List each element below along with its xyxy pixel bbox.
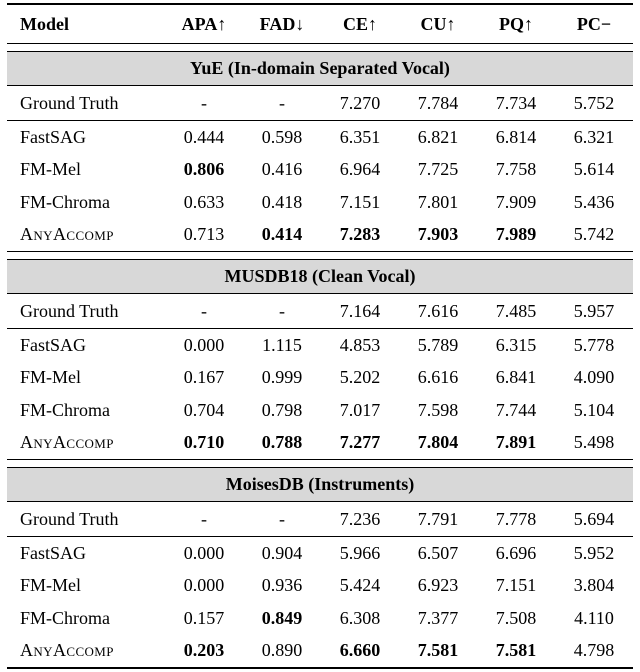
metric-value: 7.277 — [339, 432, 381, 453]
metric-value: 7.283 — [339, 224, 381, 245]
metric-value: 7.734 — [495, 92, 537, 113]
metric-value: 7.989 — [495, 224, 537, 245]
metric-value: 0.710 — [183, 432, 225, 453]
metric-value: 3.804 — [573, 575, 615, 596]
metric-value: 5.614 — [573, 159, 615, 180]
metric-value: 6.923 — [417, 575, 459, 596]
table-header-row — [7, 5, 633, 44]
model-name: FM-Chroma — [20, 399, 110, 420]
metric-value: 4.798 — [573, 640, 615, 661]
metric-value: 1.115 — [262, 334, 302, 355]
model-name: FM-Mel — [20, 159, 82, 180]
metric-value: 5.952 — [573, 542, 615, 563]
metric-value: 0.999 — [261, 367, 303, 388]
metric-value: 0.000 — [183, 575, 225, 596]
table-section — [7, 51, 633, 252]
metric-value: 0.414 — [261, 224, 303, 245]
metric-value: 0.849 — [261, 607, 303, 628]
model-name: Ground Truth — [20, 300, 119, 321]
metric-value: 0.167 — [183, 367, 225, 388]
table-row — [7, 427, 633, 460]
model-name: FastSAG — [20, 542, 87, 563]
metric-value: 6.821 — [417, 126, 459, 147]
metric-value: 0.890 — [261, 640, 303, 661]
column-header-pq: PQ↑ — [499, 13, 533, 34]
metric-value: - — [201, 300, 207, 321]
metric-value: 7.758 — [495, 159, 537, 180]
metric-value: 5.778 — [573, 334, 615, 355]
metric-value: 5.424 — [339, 575, 381, 596]
metric-value: 7.725 — [417, 159, 459, 180]
model-name: FM-Mel — [20, 367, 82, 388]
metric-value: 7.804 — [417, 432, 459, 453]
metric-value: 7.784 — [417, 92, 459, 113]
metric-value: 6.841 — [495, 367, 537, 388]
model-name: FastSAG — [20, 126, 87, 147]
table-row — [7, 121, 633, 154]
metric-value: 7.598 — [417, 399, 459, 420]
table-row — [7, 602, 633, 635]
column-header-ce: CE↑ — [342, 13, 377, 34]
metric-value: 7.778 — [495, 508, 537, 529]
metric-value: 7.151 — [495, 575, 537, 596]
table-row — [7, 86, 633, 121]
metric-value: 7.903 — [417, 224, 459, 245]
metric-value: 7.909 — [495, 191, 537, 212]
metric-value: 0.788 — [261, 432, 303, 453]
results-table — [7, 3, 633, 669]
table-row — [7, 329, 633, 362]
section-title-band: MUSDB18 (Clean Vocal) — [7, 259, 633, 294]
metric-value: - — [279, 92, 285, 113]
model-name: Ground Truth — [20, 92, 119, 113]
metric-value: 0.704 — [183, 399, 225, 420]
metric-value: 7.164 — [339, 300, 381, 321]
metric-value: 0.598 — [261, 126, 303, 147]
metric-value: 5.742 — [573, 224, 615, 245]
metric-value: 5.104 — [573, 399, 615, 420]
metric-value: 6.351 — [339, 126, 381, 147]
metric-value: 5.957 — [573, 300, 615, 321]
table-row — [7, 635, 633, 668]
metric-value: 0.713 — [183, 224, 225, 245]
metric-value: 5.202 — [339, 367, 381, 388]
metric-value: 4.110 — [574, 607, 614, 628]
model-name: FM-Chroma — [20, 607, 110, 628]
metric-value: 7.236 — [339, 508, 381, 529]
metric-value: 0.904 — [261, 542, 303, 563]
metric-value: 6.315 — [495, 334, 537, 355]
model-name: Ground Truth — [20, 508, 119, 529]
metric-value: 7.616 — [417, 300, 459, 321]
metric-value: 0.000 — [183, 334, 225, 355]
model-name: FastSAG — [20, 334, 87, 355]
metric-value: 0.000 — [183, 542, 225, 563]
metric-value: 0.806 — [183, 159, 225, 180]
metric-value: - — [201, 508, 207, 529]
metric-value: 6.696 — [495, 542, 537, 563]
metric-value: 0.157 — [183, 607, 225, 628]
model-name: AnyAccomp — [20, 432, 114, 453]
table-row — [7, 294, 633, 329]
metric-value: 7.017 — [339, 399, 381, 420]
table-row — [7, 362, 633, 395]
metric-value: 7.801 — [417, 191, 459, 212]
column-header-apa: APA↑ — [181, 13, 227, 34]
table-row — [7, 186, 633, 219]
table-row — [7, 570, 633, 603]
model-name: FM-Mel — [20, 575, 82, 596]
table-row — [7, 154, 633, 187]
metric-value: - — [279, 300, 285, 321]
column-header-model: Model — [20, 13, 69, 34]
metric-value: 5.436 — [573, 191, 615, 212]
section-title-band: YuE (In-domain Separated Vocal) — [7, 51, 633, 86]
metric-value: 5.789 — [417, 334, 459, 355]
table-row — [7, 502, 633, 537]
table-row — [7, 394, 633, 427]
metric-value: 6.660 — [339, 640, 381, 661]
metric-value: 4.090 — [573, 367, 615, 388]
metric-value: 5.966 — [339, 542, 381, 563]
metric-value: 7.791 — [417, 508, 459, 529]
metric-value: 6.321 — [573, 126, 615, 147]
table-section — [7, 259, 633, 460]
model-name: AnyAccomp — [20, 224, 114, 245]
model-name: FM-Chroma — [20, 191, 110, 212]
metric-value: 7.377 — [417, 607, 459, 628]
metric-value: 0.633 — [183, 191, 225, 212]
table-row — [7, 537, 633, 570]
table-body — [7, 51, 633, 667]
metric-value: 7.581 — [417, 640, 459, 661]
metric-value: 6.616 — [417, 367, 459, 388]
metric-value: 7.744 — [495, 399, 537, 420]
metric-value: 7.508 — [495, 607, 537, 628]
metric-value: 0.416 — [261, 159, 303, 180]
metric-value: 0.203 — [183, 640, 225, 661]
metric-value: 4.853 — [339, 334, 381, 355]
metric-value: 5.694 — [573, 508, 615, 529]
metric-value: 7.151 — [339, 191, 381, 212]
metric-value: 0.936 — [261, 575, 303, 596]
column-header-pc: PC− — [576, 13, 612, 34]
metric-value: 6.964 — [339, 159, 381, 180]
column-header-cu: CU↑ — [420, 13, 456, 34]
metric-value: - — [201, 92, 207, 113]
metric-value: 6.507 — [417, 542, 459, 563]
table-row — [7, 219, 633, 252]
section-title-band: MoisesDB (Instruments) — [7, 467, 633, 502]
metric-value: 7.485 — [495, 300, 537, 321]
model-name: AnyAccomp — [20, 640, 114, 661]
metric-value: 0.444 — [183, 126, 225, 147]
metric-value: 7.891 — [495, 432, 537, 453]
column-header-fad: FAD↓ — [259, 13, 305, 34]
metric-value: 5.752 — [573, 92, 615, 113]
metric-value: 6.814 — [495, 126, 537, 147]
metric-value: 7.581 — [495, 640, 537, 661]
metric-value: - — [279, 508, 285, 529]
metric-value: 0.798 — [261, 399, 303, 420]
metric-value: 0.418 — [261, 191, 303, 212]
metric-value: 7.270 — [339, 92, 381, 113]
metric-value: 6.308 — [339, 607, 381, 628]
table-section — [7, 467, 633, 667]
metric-value: 5.498 — [573, 432, 615, 453]
